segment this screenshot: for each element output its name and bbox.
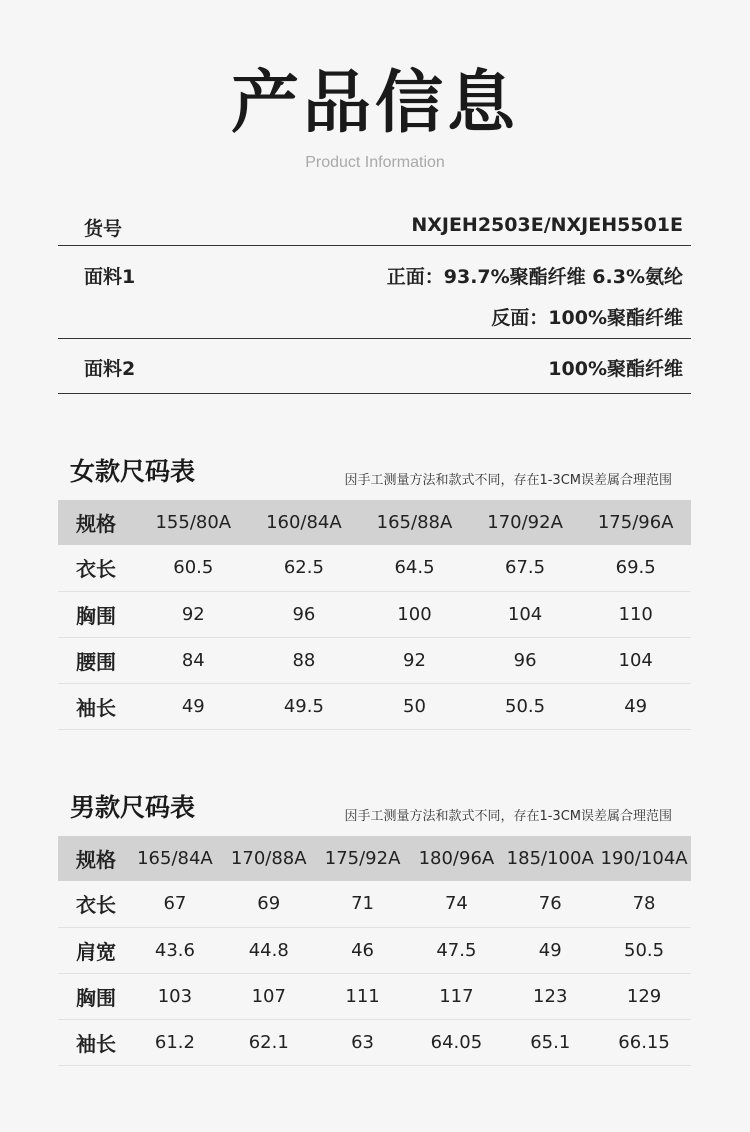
table-row: [58, 881, 691, 927]
table-row: [58, 927, 691, 973]
measurement-cell: 46: [316, 927, 410, 973]
measurement-cell: 74: [409, 881, 503, 927]
table-row: [58, 637, 691, 683]
size-header-cell: 155/80A: [138, 500, 249, 545]
measurement-cell: 123: [503, 973, 597, 1019]
row-label-cell: 肩宽: [58, 927, 128, 973]
measurement-cell: 129: [597, 973, 691, 1019]
size-header-cell: 170/92A: [470, 500, 581, 545]
size-header-cell: 160/84A: [249, 500, 360, 545]
measurement-cell: 49: [138, 683, 249, 729]
row-label-cell: 袖长: [58, 1019, 128, 1065]
fabric1-front: 正面：93.7%聚酯纤维 6.3%氨纶: [386, 266, 683, 288]
fabric1-back: 反面：100%聚酯纤维: [491, 307, 683, 329]
measurement-cell: 76: [503, 881, 597, 927]
page-subtitle: Product Information: [305, 154, 445, 171]
measurement-cell: 64.5: [359, 545, 470, 591]
size-header-cell: 165/84A: [128, 836, 222, 881]
measurement-cell: 61.2: [128, 1019, 222, 1065]
fabric1-label: 面料1: [84, 266, 136, 288]
table-row: [58, 591, 691, 637]
row-label-cell: 衣长: [58, 545, 138, 591]
measurement-cell: 65.1: [503, 1019, 597, 1065]
measurement-cell: 107: [222, 973, 316, 1019]
measurement-cell: 64.05: [409, 1019, 503, 1065]
info-row-sku: [58, 205, 691, 246]
header-label-cell: 规格: [58, 500, 138, 545]
measurement-cell: 62.1: [222, 1019, 316, 1065]
table-row: [58, 1019, 691, 1065]
size-header-cell: 180/96A: [409, 836, 503, 881]
men-size-title: 男款尺码表: [70, 793, 196, 822]
measurement-cell: 67: [128, 881, 222, 927]
measurement-cell: 43.6: [128, 927, 222, 973]
men-size-note: 因手工测量方法和款式不同，存在1-3CM误差属合理范围: [344, 809, 672, 824]
measurement-cell: 50.5: [597, 927, 691, 973]
table-row: [58, 973, 691, 1019]
measurement-cell: 92: [138, 591, 249, 637]
women-size-title: 女款尺码表: [70, 457, 196, 486]
measurement-cell: 104: [580, 637, 691, 683]
page-title: 产品信息: [230, 64, 519, 143]
size-header-cell: 185/100A: [503, 836, 597, 881]
measurement-cell: 50: [359, 683, 470, 729]
header-label-cell: 规格: [58, 836, 128, 881]
fabric2-value: 100%聚酯纤维: [548, 358, 683, 380]
row-label-cell: 胸围: [58, 973, 128, 1019]
measurement-cell: 49: [580, 683, 691, 729]
measurement-cell: 84: [138, 637, 249, 683]
measurement-cell: 62.5: [249, 545, 360, 591]
fabric2-label: 面料2: [84, 358, 136, 380]
measurement-cell: 117: [409, 973, 503, 1019]
measurement-cell: 96: [249, 591, 360, 637]
size-header-cell: 165/88A: [359, 500, 470, 545]
sku-label: 货号: [84, 218, 123, 240]
women-table-header: [58, 500, 691, 545]
measurement-cell: 66.15: [597, 1019, 691, 1065]
measurement-cell: 96: [470, 637, 581, 683]
measurement-cell: 69.5: [580, 545, 691, 591]
measurement-cell: 60.5: [138, 545, 249, 591]
measurement-cell: 63: [316, 1019, 410, 1065]
measurement-cell: 103: [128, 973, 222, 1019]
measurement-cell: 69: [222, 881, 316, 927]
measurement-cell: 50.5: [470, 683, 581, 729]
measurement-cell: 92: [359, 637, 470, 683]
row-label-cell: 袖长: [58, 683, 138, 729]
women-size-table: [58, 500, 691, 730]
measurement-cell: 110: [580, 591, 691, 637]
measurement-cell: 88: [249, 637, 360, 683]
measurement-cell: 104: [470, 591, 581, 637]
women-size-note: 因手工测量方法和款式不同，存在1-3CM误差属合理范围: [344, 473, 672, 488]
measurement-cell: 49.5: [249, 683, 360, 729]
table-row: [58, 545, 691, 591]
product-info: [58, 205, 691, 394]
row-label-cell: 腰围: [58, 637, 138, 683]
size-header-cell: 175/92A: [316, 836, 410, 881]
row-label-cell: 衣长: [58, 881, 128, 927]
measurement-cell: 71: [316, 881, 410, 927]
men-size-table: [58, 836, 691, 1066]
size-header-cell: 175/96A: [580, 500, 691, 545]
info-row-fabric2: [58, 339, 691, 394]
table-row: [58, 683, 691, 729]
info-row-fabric1: [58, 246, 691, 339]
measurement-cell: 67.5: [470, 545, 581, 591]
sku-value: NXJEH2503E/NXJEH5501E: [411, 214, 683, 236]
measurement-cell: 49: [503, 927, 597, 973]
size-header-cell: 190/104A: [597, 836, 691, 881]
measurement-cell: 100: [359, 591, 470, 637]
measurement-cell: 47.5: [409, 927, 503, 973]
size-header-cell: 170/88A: [222, 836, 316, 881]
measurement-cell: 111: [316, 973, 410, 1019]
row-label-cell: 胸围: [58, 591, 138, 637]
men-table-header: [58, 836, 691, 881]
measurement-cell: 44.8: [222, 927, 316, 973]
measurement-cell: 78: [597, 881, 691, 927]
